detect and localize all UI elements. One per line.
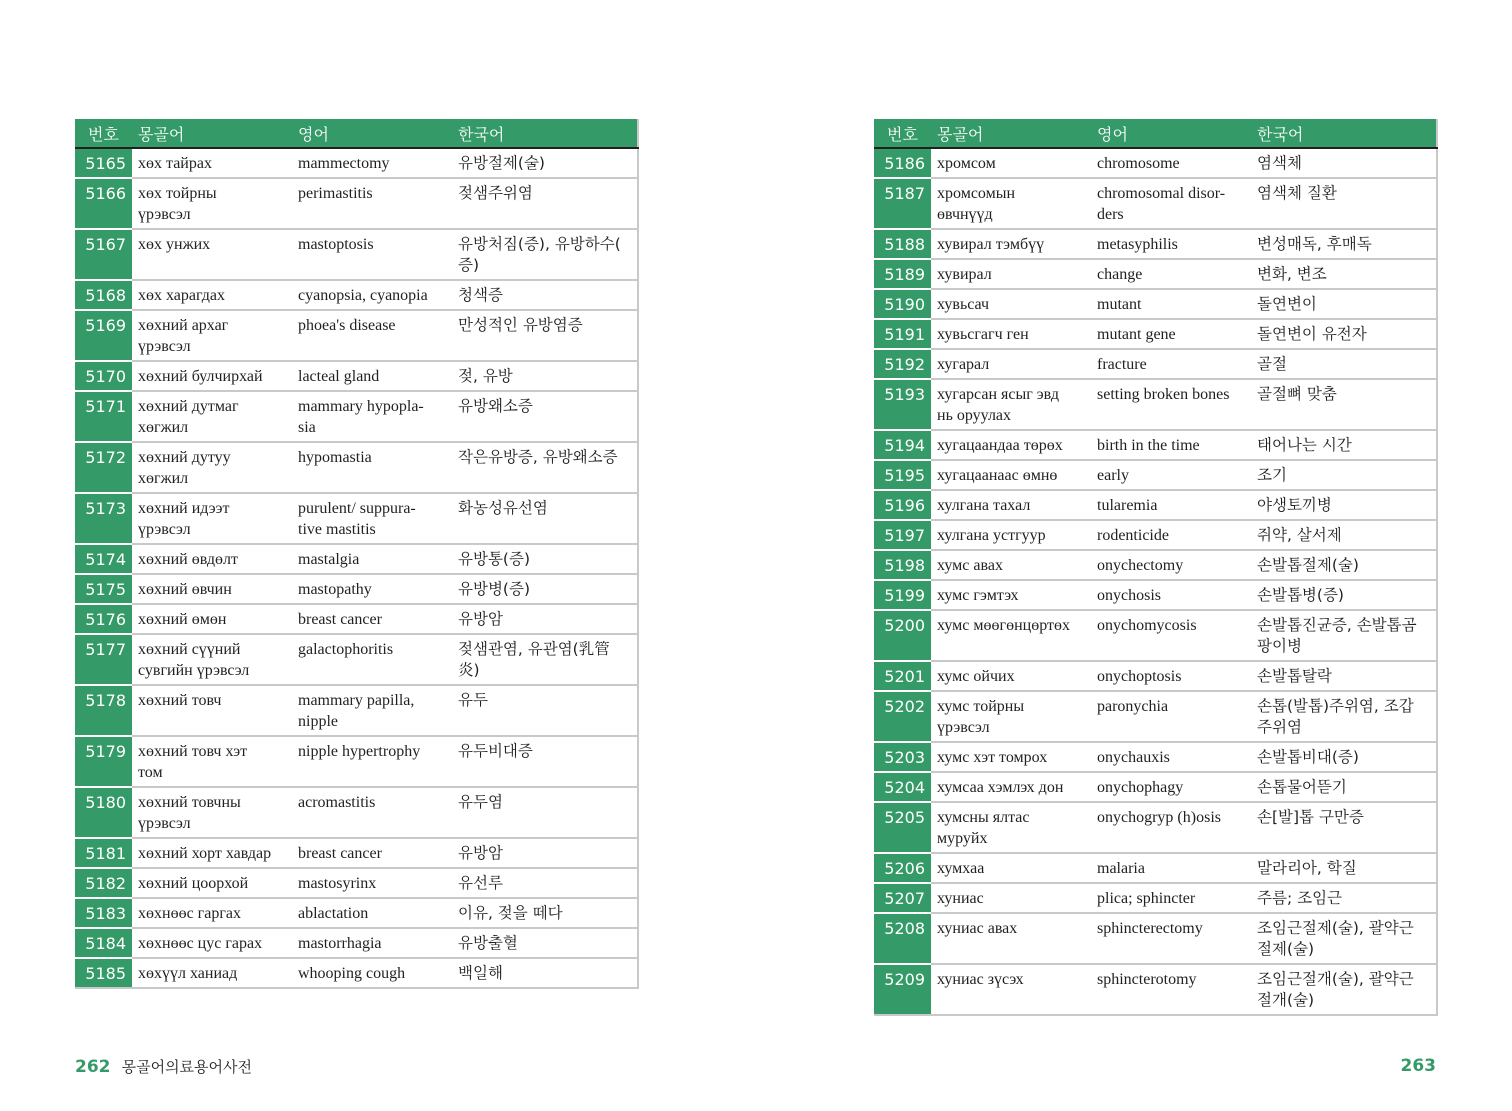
english-term: breast cancer <box>292 604 452 634</box>
korean-term: 손톱(발톱)주위염, 조갑 주위염 <box>1251 691 1437 742</box>
mongolian-term: хумсны ялтас муруйх <box>931 802 1091 853</box>
korean-term: 손발톱진균증, 손발톱곰 팡이병 <box>1251 610 1437 661</box>
mongolian-term: хөхний товч <box>132 685 292 736</box>
english-term: onychectomy <box>1091 550 1251 580</box>
entry-number: 5193 <box>874 379 931 430</box>
mongolian-term: хумс тойрны үрэвсэл <box>931 691 1091 742</box>
mongolian-term: хугацаандаа төрөх <box>931 430 1091 460</box>
entry-number: 5182 <box>75 868 132 898</box>
entry-number: 5194 <box>874 430 931 460</box>
right-table-body <box>874 148 1437 1015</box>
english-term: metasyphilis <box>1091 229 1251 259</box>
entry-number: 5165 <box>75 148 132 178</box>
korean-term: 젖샘주위염 <box>452 178 638 229</box>
english-term: phoea's disease <box>292 310 452 361</box>
header-mongolian: 몽골어 <box>132 119 292 148</box>
english-term: rodenticide <box>1091 520 1251 550</box>
entry-number: 5196 <box>874 490 931 520</box>
header-english: 영어 <box>292 119 452 148</box>
entry-number: 5190 <box>874 289 931 319</box>
mongolian-term: хөхний товчны үрэвсэл <box>132 787 292 838</box>
entry-number: 5184 <box>75 928 132 958</box>
korean-term: 유방병(증) <box>452 574 638 604</box>
mongolian-term: хөх тойрны үрэвсэл <box>132 178 292 229</box>
entry-number: 5200 <box>874 610 931 661</box>
english-term: mastalgia <box>292 544 452 574</box>
table-row <box>874 580 1437 610</box>
korean-term: 태어나는 시간 <box>1251 430 1437 460</box>
english-term: mutant gene <box>1091 319 1251 349</box>
korean-term: 유방왜소증 <box>452 391 638 442</box>
entry-number: 5172 <box>75 442 132 493</box>
mongolian-term: хуниас зүсэх <box>931 964 1091 1015</box>
mongolian-term: хөхний цоорхой <box>132 868 292 898</box>
table-row <box>75 634 638 685</box>
korean-term: 손발톱병(증) <box>1251 580 1437 610</box>
english-term: sphincterectomy <box>1091 913 1251 964</box>
mongolian-term: хуниас авах <box>931 913 1091 964</box>
korean-term: 쥐약, 살서제 <box>1251 520 1437 550</box>
entry-number: 5209 <box>874 964 931 1015</box>
table-row <box>874 229 1437 259</box>
mongolian-term: хулгана устгуур <box>931 520 1091 550</box>
korean-term: 주름; 조임근 <box>1251 883 1437 913</box>
table-row <box>75 958 638 988</box>
english-term: mastorrhagia <box>292 928 452 958</box>
table-row <box>75 229 638 280</box>
header-english: 영어 <box>1091 119 1251 148</box>
mongolian-term: хумс авах <box>931 550 1091 580</box>
table-row <box>874 490 1437 520</box>
table-row <box>75 736 638 787</box>
table-row <box>874 661 1437 691</box>
entry-number: 5178 <box>75 685 132 736</box>
entry-number: 5176 <box>75 604 132 634</box>
table-row <box>75 868 638 898</box>
table-row <box>75 493 638 544</box>
book-title: 몽골어의료용어사전 <box>121 1058 253 1076</box>
table-row <box>75 574 638 604</box>
mongolian-term: хумс гэмтэх <box>931 580 1091 610</box>
left-table-body <box>75 148 638 988</box>
korean-term: 작은유방증, 유방왜소증 <box>452 442 638 493</box>
entry-number: 5175 <box>75 574 132 604</box>
left-page-footer <box>75 1056 252 1077</box>
entry-number: 5166 <box>75 178 132 229</box>
mongolian-term: хөхний өвчин <box>132 574 292 604</box>
korean-term: 손발톱절제(술) <box>1251 550 1437 580</box>
mongolian-term: хулгана тахал <box>931 490 1091 520</box>
table-row <box>874 289 1437 319</box>
entry-number: 5187 <box>874 178 931 229</box>
mongolian-term: хугарсан ясыг эвд нь оруулах <box>931 379 1091 430</box>
english-term: mutant <box>1091 289 1251 319</box>
entry-number: 5207 <box>874 883 931 913</box>
table-row <box>874 802 1437 853</box>
mongolian-term: хөхний дутуу хөгжил <box>132 442 292 493</box>
table-row <box>874 913 1437 964</box>
table-row <box>874 259 1437 289</box>
right-dictionary-table <box>874 119 1438 1016</box>
english-term: onychosis <box>1091 580 1251 610</box>
entry-number: 5198 <box>874 550 931 580</box>
korean-term: 염색체 <box>1251 148 1437 178</box>
korean-term: 조임근절제(술), 괄약근 절제(술) <box>1251 913 1437 964</box>
korean-term: 유방출혈 <box>452 928 638 958</box>
table-row <box>75 361 638 391</box>
english-term: birth in the time <box>1091 430 1251 460</box>
table-row <box>75 178 638 229</box>
table-row <box>75 544 638 574</box>
english-term: mastopathy <box>292 574 452 604</box>
mongolian-term: хувьсгагч ген <box>931 319 1091 349</box>
korean-term: 유방통(증) <box>452 544 638 574</box>
english-term: mastosyrinx <box>292 868 452 898</box>
english-term: plica; sphincter <box>1091 883 1251 913</box>
header-korean: 한국어 <box>452 119 638 148</box>
header-number: 번호 <box>874 119 931 148</box>
entry-number: 5185 <box>75 958 132 988</box>
korean-term: 골절 <box>1251 349 1437 379</box>
korean-term: 조기 <box>1251 460 1437 490</box>
korean-term: 유방절제(술) <box>452 148 638 178</box>
left-dictionary-table <box>75 119 639 989</box>
english-term: onychoptosis <box>1091 661 1251 691</box>
table-row <box>874 178 1437 229</box>
entry-number: 5179 <box>75 736 132 787</box>
entry-number: 5199 <box>874 580 931 610</box>
korean-term: 이유, 젖을 떼다 <box>452 898 638 928</box>
mongolian-term: хромсомын өвчнүүд <box>931 178 1091 229</box>
table-row <box>75 442 638 493</box>
korean-term: 유두염 <box>452 787 638 838</box>
entry-number: 5180 <box>75 787 132 838</box>
right-page-footer <box>1401 1056 1437 1076</box>
mongolian-term: хөхний хорт хавдар <box>132 838 292 868</box>
table-row <box>874 430 1437 460</box>
korean-term: 돌연변이 <box>1251 289 1437 319</box>
entry-number: 5170 <box>75 361 132 391</box>
mongolian-term: хөхнөөс цус гарах <box>132 928 292 958</box>
korean-term: 유방처짐(증), 유방하수( 증) <box>452 229 638 280</box>
table-row <box>874 148 1437 178</box>
english-term: fracture <box>1091 349 1251 379</box>
table-row <box>874 772 1437 802</box>
entry-number: 5208 <box>874 913 931 964</box>
korean-term: 손[발]톱 구만증 <box>1251 802 1437 853</box>
table-row <box>874 610 1437 661</box>
english-term: nipple hypertrophy <box>292 736 452 787</box>
korean-term: 유방암 <box>452 604 638 634</box>
table-row <box>75 685 638 736</box>
english-term: chromosomal disor- ders <box>1091 178 1251 229</box>
korean-term: 유두비대증 <box>452 736 638 787</box>
entry-number: 5168 <box>75 280 132 310</box>
english-term: mammary hypopla- sia <box>292 391 452 442</box>
korean-term: 유방암 <box>452 838 638 868</box>
english-term: paronychia <box>1091 691 1251 742</box>
table-row <box>75 391 638 442</box>
korean-term: 야생토끼병 <box>1251 490 1437 520</box>
mongolian-term: хөх харагдах <box>132 280 292 310</box>
table-row <box>874 460 1437 490</box>
english-term: onychomycosis <box>1091 610 1251 661</box>
table-row <box>874 883 1437 913</box>
table-row <box>874 550 1437 580</box>
korean-term: 만성적인 유방염증 <box>452 310 638 361</box>
entry-number: 5206 <box>874 853 931 883</box>
mongolian-term: хувирал <box>931 259 1091 289</box>
header-number: 번호 <box>75 119 132 148</box>
english-term: lacteal gland <box>292 361 452 391</box>
english-term: galactophoritis <box>292 634 452 685</box>
mongolian-term: хөхний сүүний сувгийн үрэвсэл <box>132 634 292 685</box>
english-term: setting broken bones <box>1091 379 1251 430</box>
entry-number: 5188 <box>874 229 931 259</box>
entry-number: 5181 <box>75 838 132 868</box>
mongolian-term: хөхний архаг үрэвсэл <box>132 310 292 361</box>
mongolian-term: хумс мөөгөнцөртөх <box>931 610 1091 661</box>
entry-number: 5201 <box>874 661 931 691</box>
entry-number: 5203 <box>874 742 931 772</box>
mongolian-term: хугарал <box>931 349 1091 379</box>
english-term: early <box>1091 460 1251 490</box>
entry-number: 5174 <box>75 544 132 574</box>
english-term: chromosome <box>1091 148 1251 178</box>
table-row <box>75 310 638 361</box>
mongolian-term: хөхүүл ханиад <box>132 958 292 988</box>
korean-term: 젖, 유방 <box>452 361 638 391</box>
korean-term: 화농성유선염 <box>452 493 638 544</box>
mongolian-term: хөхний товч хэт том <box>132 736 292 787</box>
entry-number: 5195 <box>874 460 931 490</box>
table-row <box>874 520 1437 550</box>
entry-number: 5189 <box>874 259 931 289</box>
entry-number: 5197 <box>874 520 931 550</box>
entry-number: 5173 <box>75 493 132 544</box>
korean-term: 골절뼈 맞춤 <box>1251 379 1437 430</box>
english-term: sphincterotomy <box>1091 964 1251 1015</box>
english-term: perimastitis <box>292 178 452 229</box>
table-row <box>874 742 1437 772</box>
english-term: hypomastia <box>292 442 452 493</box>
korean-term: 염색체 질환 <box>1251 178 1437 229</box>
korean-term: 돌연변이 유전자 <box>1251 319 1437 349</box>
entry-number: 5205 <box>874 802 931 853</box>
korean-term: 유두 <box>452 685 638 736</box>
mongolian-term: хромсом <box>931 148 1091 178</box>
korean-term: 말라리아, 학질 <box>1251 853 1437 883</box>
table-row <box>75 928 638 958</box>
entry-number: 5192 <box>874 349 931 379</box>
mongolian-term: хувирал тэмбүү <box>931 229 1091 259</box>
table-row <box>75 604 638 634</box>
entry-number: 5183 <box>75 898 132 928</box>
korean-term: 손발톱비대(증) <box>1251 742 1437 772</box>
english-term: onychogryp (h)osis <box>1091 802 1251 853</box>
table-header <box>874 119 1437 148</box>
table-row <box>874 964 1437 1015</box>
entry-number: 5171 <box>75 391 132 442</box>
header-korean: 한국어 <box>1251 119 1437 148</box>
mongolian-term: хөхний дутмаг хөгжил <box>132 391 292 442</box>
mongolian-term: хөхний өмөн <box>132 604 292 634</box>
korean-term: 유선루 <box>452 868 638 898</box>
english-term: acromastitis <box>292 787 452 838</box>
english-term: onychauxis <box>1091 742 1251 772</box>
english-term: purulent/ suppura- tive mastitis <box>292 493 452 544</box>
mongolian-term: хумс хэт томрох <box>931 742 1091 772</box>
mongolian-term: хөхний өвдөлт <box>132 544 292 574</box>
table-row <box>874 349 1437 379</box>
table-row <box>874 691 1437 742</box>
korean-term: 조임근절개(술), 괄약근 절개(술) <box>1251 964 1437 1015</box>
table-row <box>75 898 638 928</box>
english-term: ablactation <box>292 898 452 928</box>
header-mongolian: 몽골어 <box>931 119 1091 148</box>
korean-term: 청색증 <box>452 280 638 310</box>
korean-term: 백일해 <box>452 958 638 988</box>
korean-term: 손톱물어뜯기 <box>1251 772 1437 802</box>
page-number: 262 <box>75 1057 111 1077</box>
mongolian-term: хумхаа <box>931 853 1091 883</box>
table-row <box>75 838 638 868</box>
mongolian-term: хөхнөөс гаргах <box>132 898 292 928</box>
entry-number: 5191 <box>874 319 931 349</box>
korean-term: 젖샘관염, 유관염(乳管 炎) <box>452 634 638 685</box>
english-term: mammectomy <box>292 148 452 178</box>
table-row <box>75 148 638 178</box>
page-number: 263 <box>1400 1056 1436 1076</box>
table-row <box>75 787 638 838</box>
entry-number: 5202 <box>874 691 931 742</box>
korean-term: 변성매독, 후매독 <box>1251 229 1437 259</box>
entry-number: 5186 <box>874 148 931 178</box>
entry-number: 5204 <box>874 772 931 802</box>
mongolian-term: хөхний идээт үрэвсэл <box>132 493 292 544</box>
korean-term: 변화, 변조 <box>1251 259 1437 289</box>
mongolian-term: хөх унжих <box>132 229 292 280</box>
table-row <box>75 280 638 310</box>
table-row <box>874 379 1437 430</box>
english-term: malaria <box>1091 853 1251 883</box>
entry-number: 5167 <box>75 229 132 280</box>
table-row <box>874 319 1437 349</box>
english-term: mammary papilla, nipple <box>292 685 452 736</box>
mongolian-term: хумсаа хэмлэх дон <box>931 772 1091 802</box>
english-term: onychophagy <box>1091 772 1251 802</box>
mongolian-term: хувьсач <box>931 289 1091 319</box>
table-row <box>874 853 1437 883</box>
entry-number: 5177 <box>75 634 132 685</box>
entry-number: 5169 <box>75 310 132 361</box>
mongolian-term: хөхний булчирхай <box>132 361 292 391</box>
english-term: breast cancer <box>292 838 452 868</box>
mongolian-term: хугацаанаас өмнө <box>931 460 1091 490</box>
mongolian-term: хумс ойчих <box>931 661 1091 691</box>
mongolian-term: хөх тайрах <box>132 148 292 178</box>
korean-term: 손발톱탈락 <box>1251 661 1437 691</box>
english-term: change <box>1091 259 1251 289</box>
mongolian-term: хуниас <box>931 883 1091 913</box>
english-term: tularemia <box>1091 490 1251 520</box>
english-term: cyanopsia, cyanopia <box>292 280 452 310</box>
table-header <box>75 119 638 148</box>
english-term: mastoptosis <box>292 229 452 280</box>
english-term: whooping cough <box>292 958 452 988</box>
